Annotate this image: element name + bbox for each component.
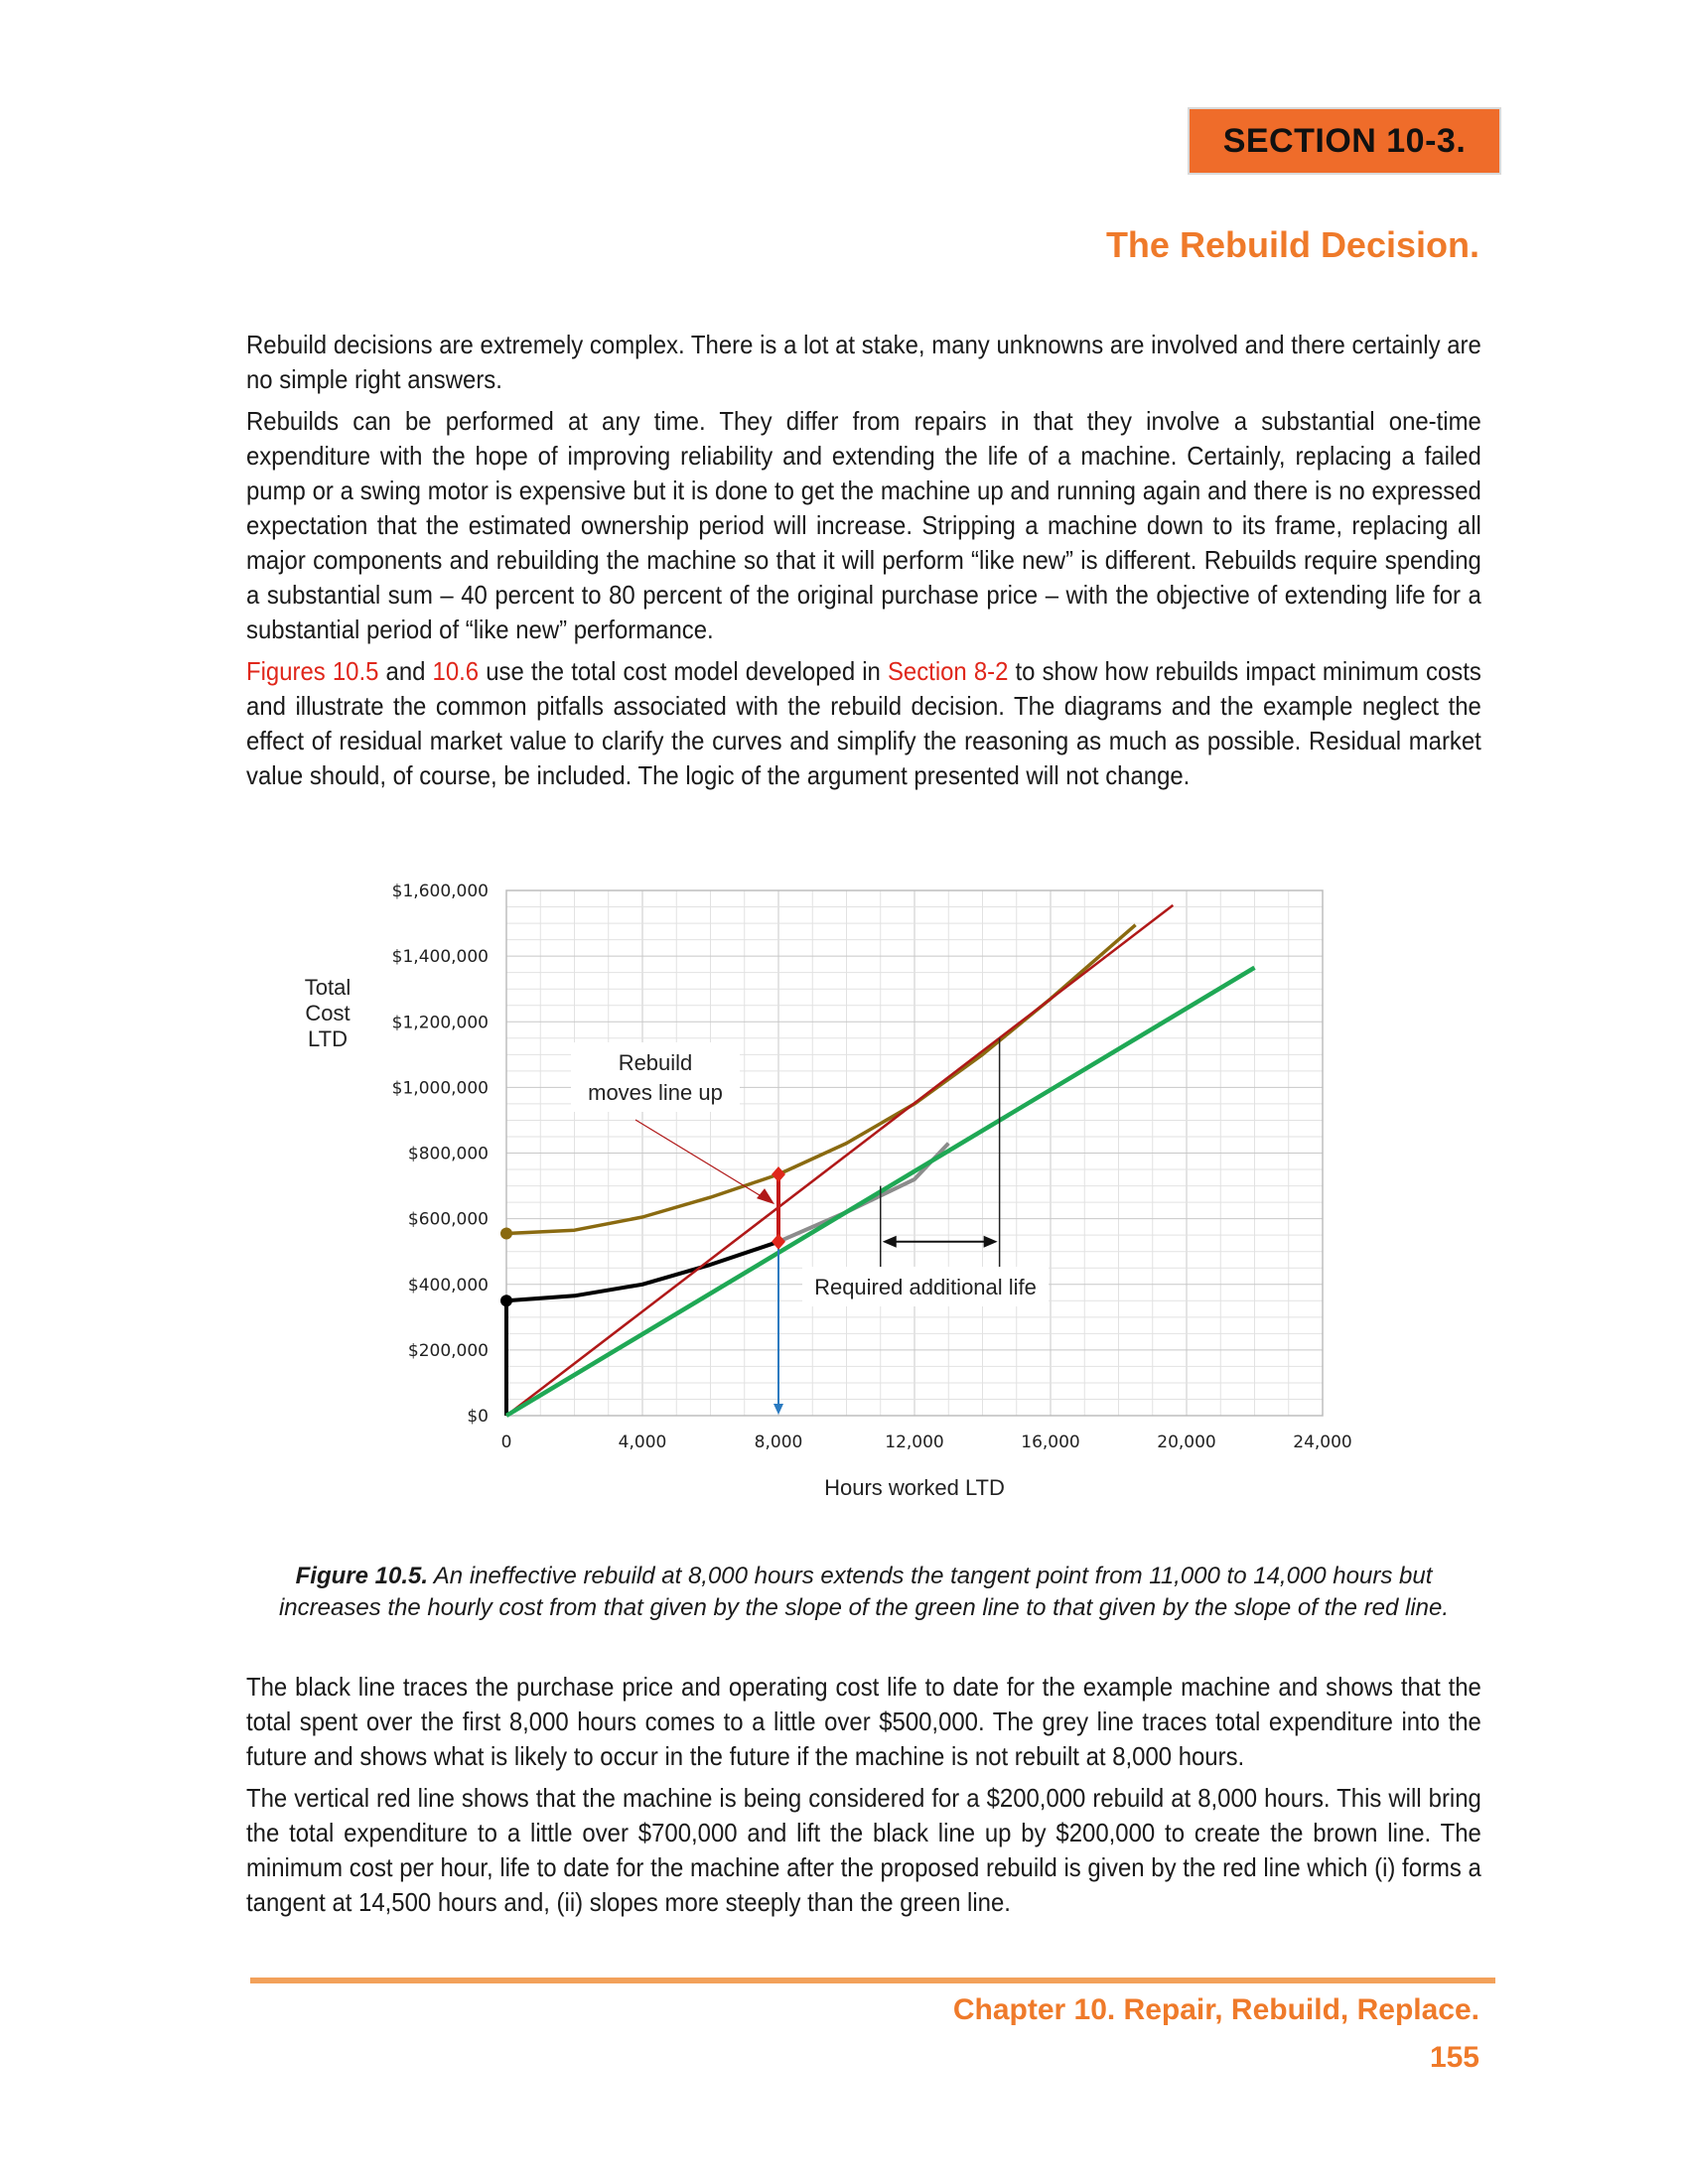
- figure-link[interactable]: Figures 10.5: [246, 656, 379, 686]
- y-axis-label: Cost: [305, 1001, 351, 1025]
- paragraph: Rebuild decisions are extremely complex. There is a lot at stake, many unknowns are involved and there certainly are no simple right answers.: [246, 330, 1481, 394]
- series-point: [500, 1228, 512, 1240]
- caption-text: An ineffective rebuild at 8,000 hours extends the tangent point from 11,000 to 14,000 hours but increases the hourly cost from that given by the slope of the green line to that given by the slope of the red line.: [278, 1563, 1450, 1621]
- series-line: [778, 1144, 948, 1242]
- intro-text: [246, 328, 1481, 800]
- annotation-text: Required additional life: [814, 1275, 1037, 1299]
- series-line: [506, 905, 1173, 1416]
- after-text: [246, 1670, 1481, 1927]
- x-tick-label: 8,000: [754, 1433, 803, 1452]
- text-span: and: [378, 656, 433, 686]
- chart-grid: [506, 890, 1323, 1416]
- paragraph: [246, 654, 1481, 793]
- paragraph: The black line traces the purchase price and operating cost life to date for the example machine and shows that the total spent over the first 8,000 hours comes to a little over $500,000. The grey line traces total expenditure into the future and shows what is likely to occur in the future if the machine is not rebuilt at 8,000 hours.: [246, 1672, 1481, 1771]
- y-axis-label: Total: [304, 975, 352, 1000]
- x-tick-label: 12,000: [885, 1433, 944, 1452]
- section-link[interactable]: Section 8-2: [887, 656, 1009, 686]
- figure-link[interactable]: 10.6: [432, 656, 480, 686]
- section-label: SECTION 10-3.: [1222, 121, 1467, 160]
- annotation-text: Rebuild: [618, 1050, 693, 1075]
- x-tick-label: 16,000: [1021, 1433, 1080, 1452]
- y-tick-label: $1,200,000: [391, 1013, 489, 1033]
- page-title: The Rebuild Decision.: [1105, 224, 1479, 265]
- y-tick-label: $1,400,000: [391, 947, 489, 968]
- annotation-pointer: [635, 1120, 765, 1198]
- figure-caption: [246, 1561, 1481, 1624]
- y-axis-label: LTD: [308, 1026, 348, 1051]
- y-tick-label: $1,600,000: [391, 882, 489, 901]
- x-tick-label: 0: [500, 1433, 512, 1452]
- y-tick-label: $0: [467, 1407, 489, 1427]
- series-point: [500, 1295, 512, 1306]
- paragraph: Rebuilds can be performed at any time. They differ from repairs in that they involve a substantial one-time expenditure with the hope of improving reliability and extending the life of a machine. Certainly, replacing a failed pump or a swing motor is expensive but it is done to get the machine up and running again and there is no expressed expectation that the estimated ownership period will increase. Stripping a machine down to its frame, replacing all major components and rebuilding the machine so that it will perform “like new” is different. Rebuilds require spending a substantial sum – 40 percent to 80 percent of the original purchase price – with the objective of extending life for a substantial period of “like new” performance.: [246, 406, 1481, 644]
- y-tick-label: $400,000: [407, 1275, 489, 1296]
- y-tick-label: $1,000,000: [391, 1078, 489, 1099]
- y-tick-label: $800,000: [407, 1144, 489, 1164]
- x-axis-label: Hours worked LTD: [824, 1475, 1005, 1500]
- caption-label: Figure 10.5.: [295, 1563, 429, 1589]
- x-tick-label: 4,000: [618, 1433, 667, 1452]
- x-tick-label: 20,000: [1157, 1433, 1216, 1452]
- series-point: [772, 1166, 785, 1182]
- x-tick-label: 24,000: [1293, 1433, 1352, 1452]
- arrow-head: [883, 1236, 897, 1248]
- arrow-head: [774, 1404, 783, 1415]
- chart: [0, 854, 1688, 1529]
- page-number: 155: [1429, 2041, 1479, 2074]
- footer-divider: [250, 1978, 1495, 1983]
- y-tick-label: $600,000: [407, 1209, 489, 1230]
- chart-series: [500, 905, 1255, 1416]
- section-badge: [1188, 107, 1501, 175]
- text-span: use the total cost model developed in: [479, 656, 888, 686]
- paragraph: The vertical red line shows that the machine is being considered for a $200,000 rebuild at 8,000 hours. This will bring the total expenditure to a little over $700,000 and lift the black line up by $200,000 to create the brown line. The minimum cost per hour, life to date for the machine after the proposed rebuild is given by the red line which (i) forms a tangent at 14,500 hours and, (ii) slopes more steeply than the green line.: [246, 1783, 1481, 1917]
- y-tick-label: $200,000: [407, 1340, 489, 1361]
- chart-svg: [0, 854, 1688, 1529]
- text-span: to show how rebuilds impact minimum costs and illustrate the common pitfalls associated with the rebuild decision. The diagrams and the example neglect the effect of residual market value to clarify the curves and simplify the reasoning as much as possible. Residual market value should, of course, be included. The logic of the argument presented will not change.: [246, 656, 1481, 790]
- chapter-title: Chapter 10. Repair, Rebuild, Replace.: [952, 1993, 1479, 2026]
- arrow-head: [984, 1236, 998, 1248]
- annotation-text: moves line up: [588, 1080, 723, 1105]
